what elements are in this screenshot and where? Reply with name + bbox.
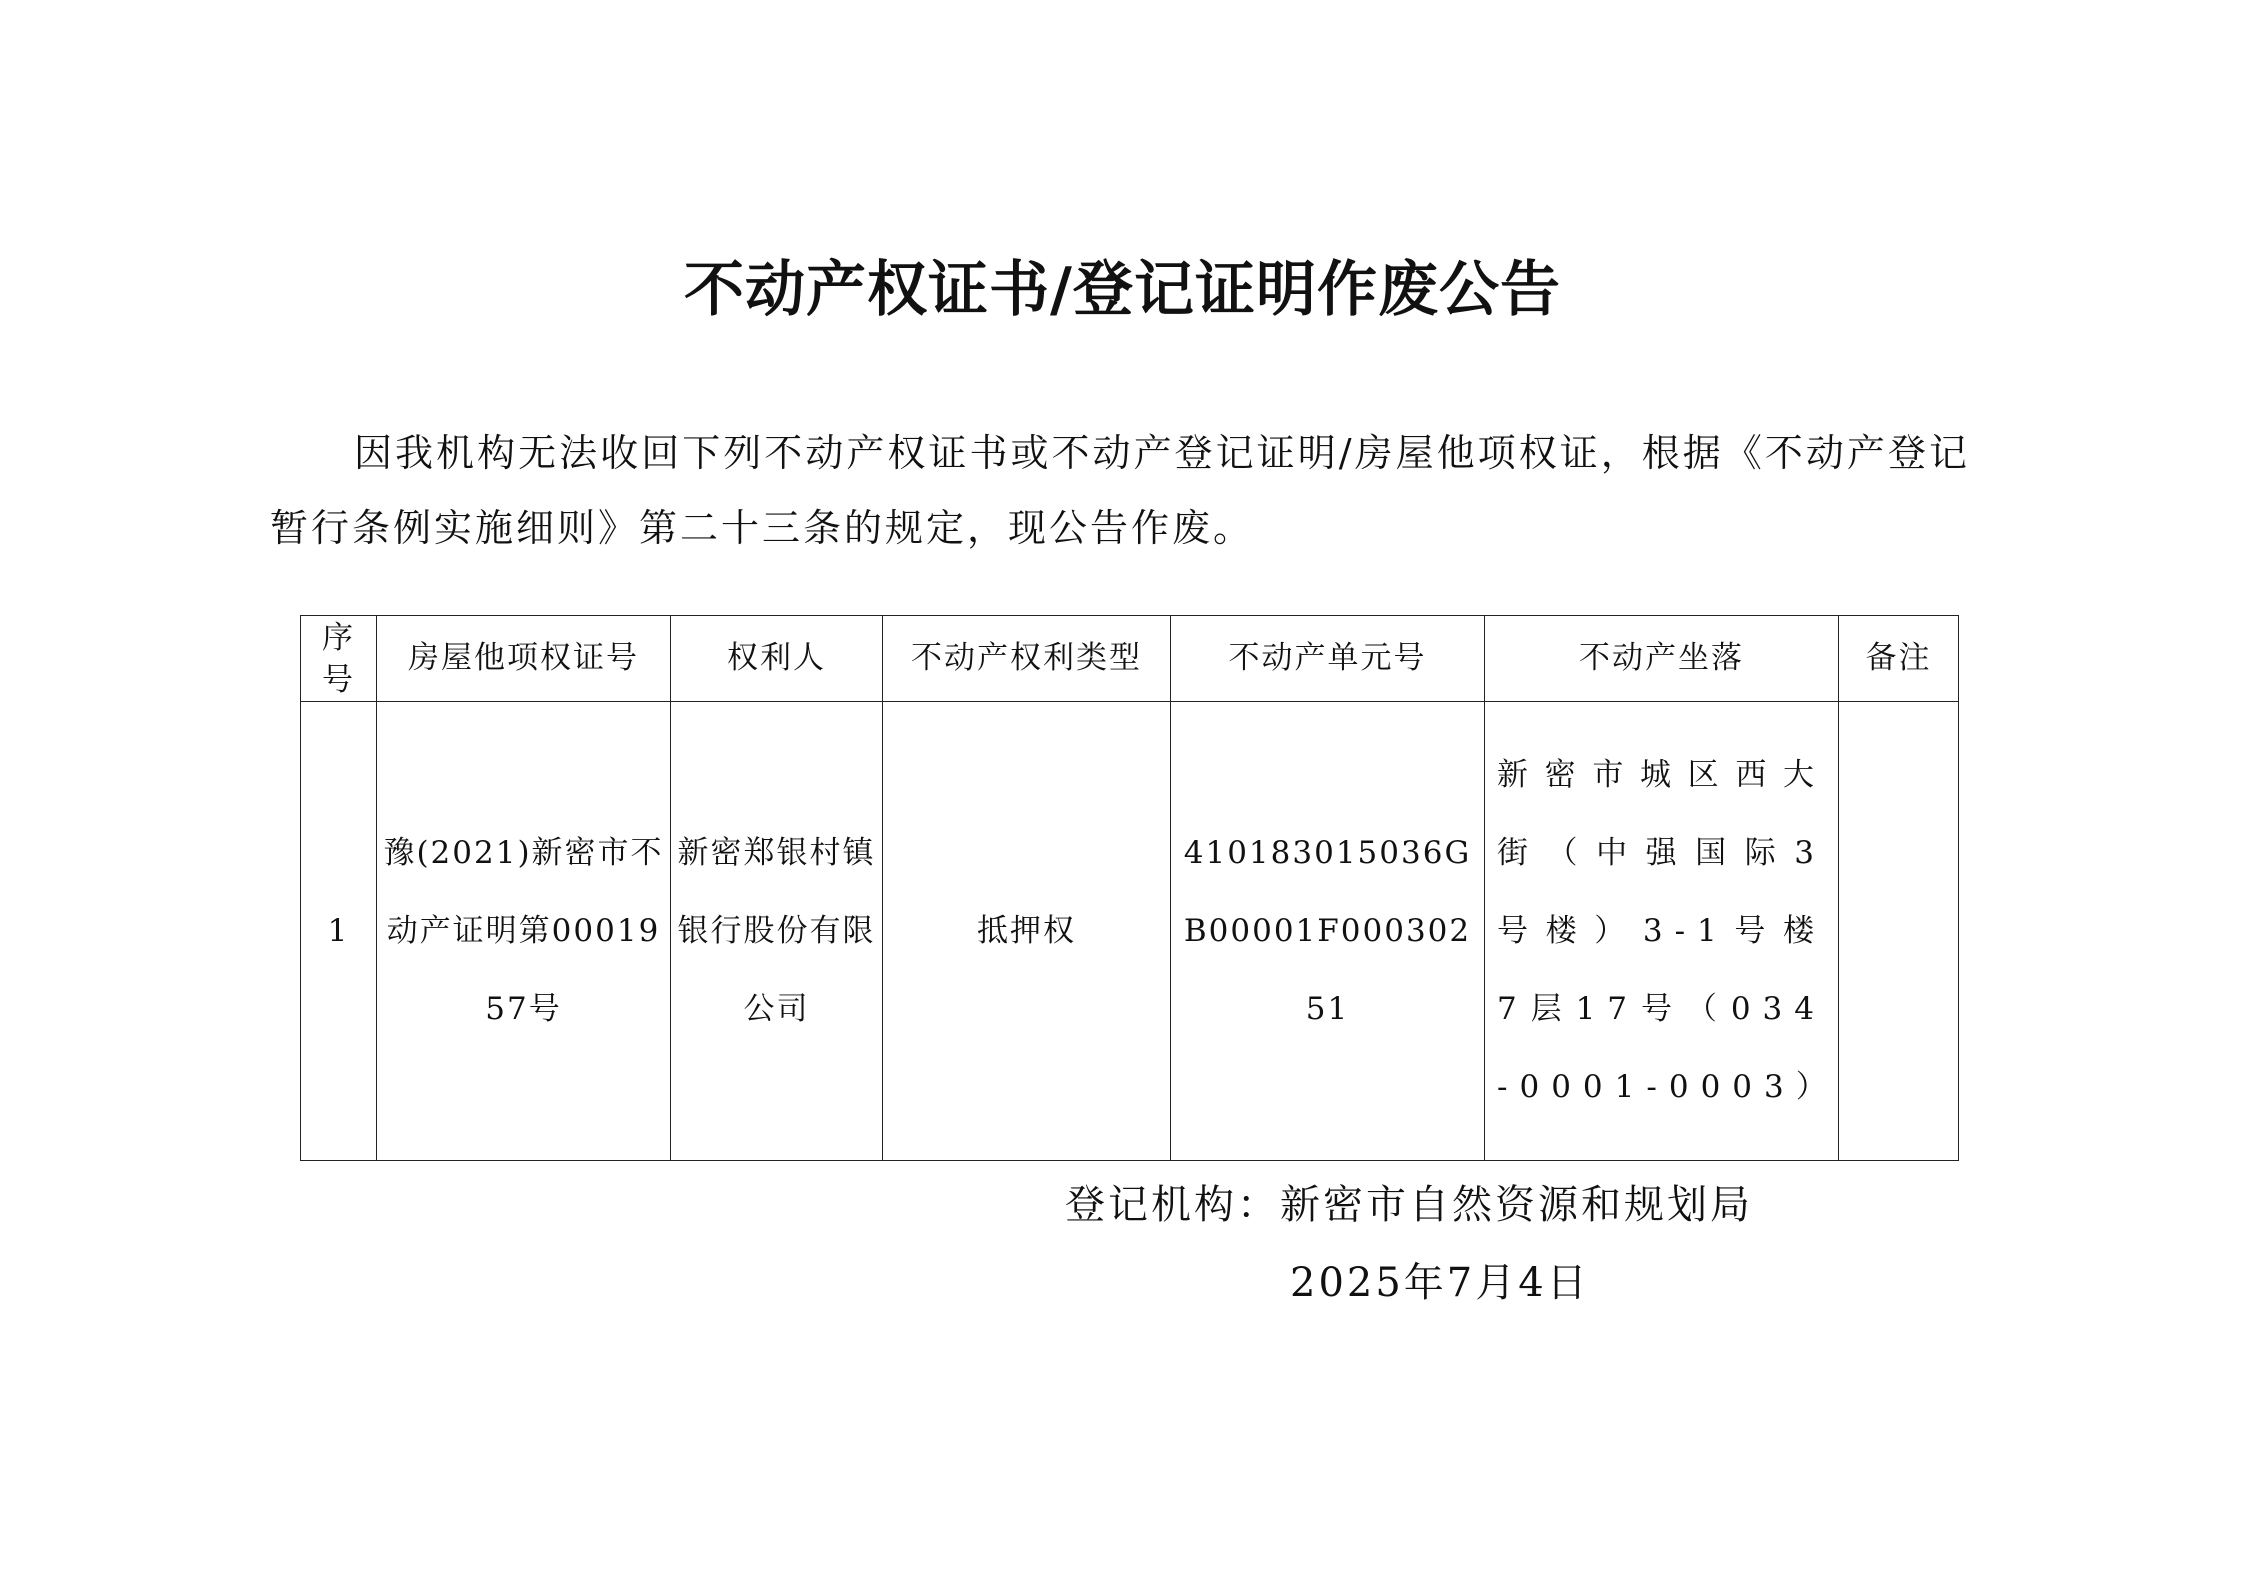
notice-table	[300, 615, 1959, 1161]
cell-index: 1	[301, 702, 377, 1161]
header-location: 不动产坐落	[1485, 616, 1839, 702]
table-row	[301, 702, 1959, 1161]
header-right-type: 不动产权利类型	[883, 616, 1171, 702]
header-remark: 备注	[1839, 616, 1959, 702]
date-line: 2025年7月4日	[1290, 1260, 1590, 1306]
page-title: 不动产权证书/登记证明作废公告	[684, 255, 1561, 325]
signature-line: 登记机构：新密市自然资源和规划局	[1065, 1182, 1753, 1228]
header-certificate-no: 房屋他项权证号	[377, 616, 671, 702]
header-unit-no: 不动产单元号	[1171, 616, 1485, 702]
cell-unit-no: 410183015036GB00001F00030251	[1171, 702, 1485, 1161]
intro-paragraph: 因我机构无法收回下列不动产权证书或不动产登记证明/房屋他项权证，根据《不动产登记暂行条例实施细则》第二十三条的规定，现公告作废。	[270, 431, 1970, 550]
header-owner: 权利人	[671, 616, 883, 702]
cell-remark	[1839, 702, 1959, 1161]
header-index: 序号	[301, 616, 377, 702]
table-header-row	[301, 616, 1959, 702]
cell-right-type: 抵押权	[883, 702, 1171, 1161]
cell-certificate-no: 豫(2021)新密市不动产证明第0001957号	[377, 702, 671, 1161]
cell-location: 新密市城区西大街（中强国际3号楼）3-1号楼7层17号（034-0001-0003）	[1485, 702, 1839, 1161]
cell-owner: 新密郑银村镇银行股份有限公司	[671, 702, 883, 1161]
